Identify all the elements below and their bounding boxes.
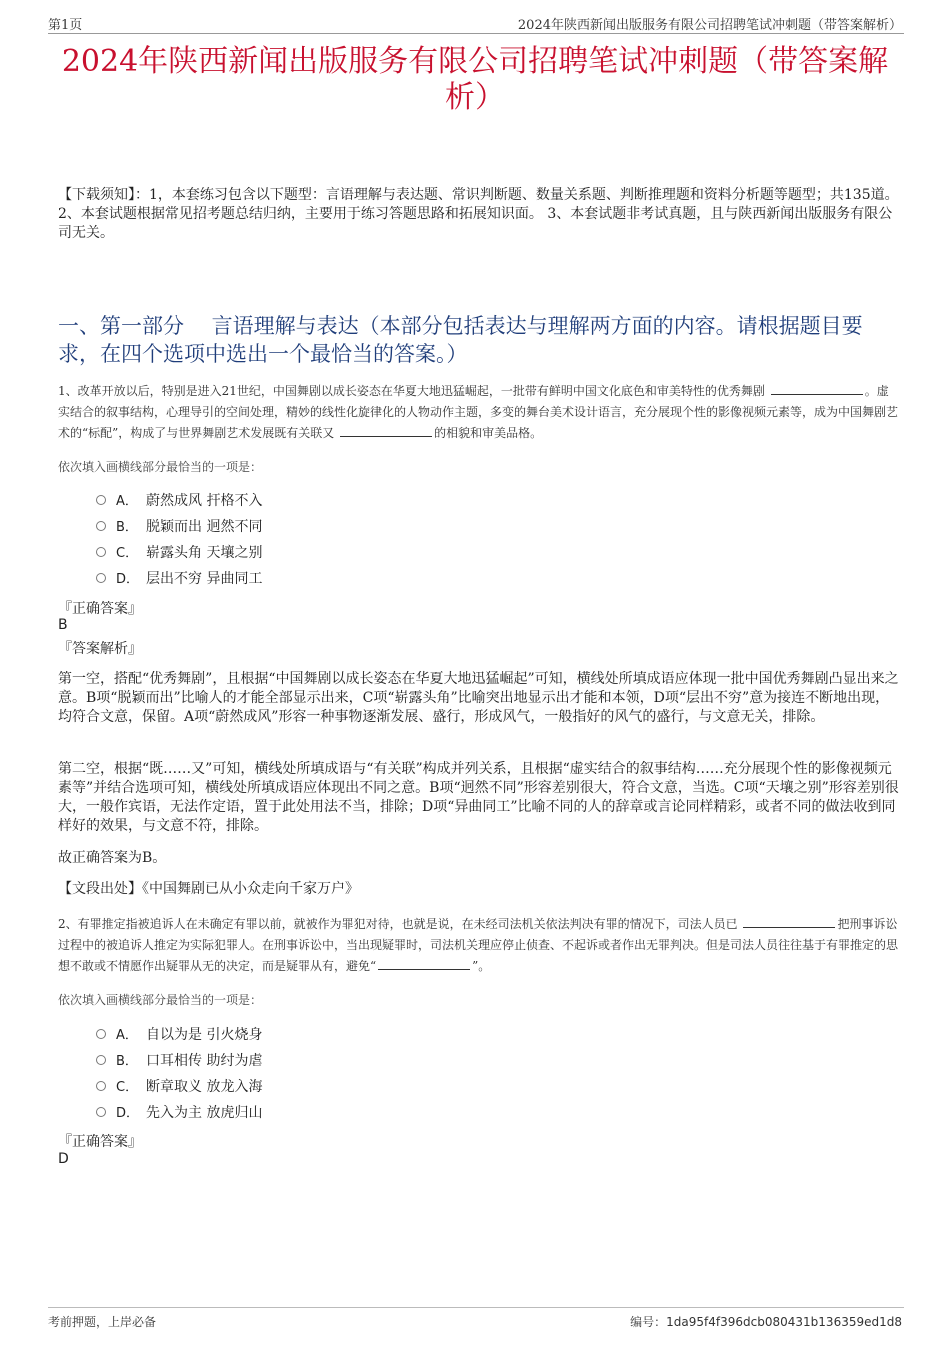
page-title: 2024年陕西新闻出版服务有限公司招聘笔试冲刺题（带答案解析）	[61, 44, 889, 115]
blank-1	[771, 382, 863, 395]
blank-2	[340, 424, 432, 437]
radio-icon[interactable]	[96, 521, 106, 531]
question-2-text-a: 2、有罪推定指被追诉人在未确定有罪以前，就被作为罪犯对待，也就是说，在未经司法机关依法判决有罪的情况下，司法人员已	[58, 917, 738, 931]
question-1-answer: B	[58, 617, 68, 633]
question-2-answer: D	[58, 1151, 69, 1167]
question-1-option-a[interactable]: A． 蔚然成风 扞格不入	[96, 491, 262, 511]
question-1-text	[58, 381, 900, 444]
question-2-option-c[interactable]: C． 断章取义 放龙入海	[96, 1077, 262, 1097]
question-2-text	[58, 914, 900, 977]
question-1-analysis-2: 第二空，根据“既……又”可知，横线处所填成语与“有关联”构成并列关系，且根据“虚实结合的叙事结构……充分展现个性的影像视频元素等”并结合选项可知，横线处所填成语应体现出不同之意。B项“迥然不同”形容差别很大，符合文意，当选。C项“天壤之别”形容差别很大，一般作宾语，无法作定语，置于此处用法不当，排除；D项“异曲同工”比喻不同的人的辞章或言论同样精彩，或者不同的做法收到同样好的效果，与文意不符，排除。	[58, 761, 899, 834]
blank-4	[378, 957, 470, 970]
question-1-conclusion: 故正确答案为B。	[58, 850, 167, 866]
footer-code-value: 1da95f4f396dcb080431b136359ed1d8	[666, 1315, 902, 1329]
question-1-option-d[interactable]: D． 层出不穷 异曲同工	[96, 569, 262, 589]
question-1-answer-label: 『正确答案』	[58, 601, 142, 617]
question-1-text-b: 。虚实结合的叙事结构，心理导引的空间处理，精妙的线性化旋律化的人物动作主题，多变的舞台美术设计语言，充分展现个性的影像视频元素等，成为中国舞剧艺术的“标配”，构成了与世界舞剧艺术发展既有关联又	[58, 384, 899, 440]
question-2-answer-label: 『正确答案』	[58, 1134, 142, 1150]
footer-code-label: 编号：	[630, 1315, 667, 1329]
question-1-option-c[interactable]: C． 崭露头角 天壤之别	[96, 543, 262, 563]
question-2-option-b[interactable]: B． 口耳相传 助纣为虐	[96, 1051, 262, 1071]
footer-slogan: 考前押题，上岸必备	[48, 1315, 157, 1329]
radio-icon[interactable]	[96, 1029, 106, 1039]
radio-icon[interactable]	[96, 1107, 106, 1117]
footer-rule	[48, 1307, 904, 1308]
download-notice: 【下载须知】：1，本套练习包含以下题型：言语理解与表达题、常识判断题、数量关系题、判断推理题和资料分析题等题型；共135道。 2、本套试题根据常见招考题总结归纳，主要用于练习答题思路和拓展知识面。 3、本套试题非考试真题，且与陕西新闻出版服务有限公司无关。	[58, 187, 899, 241]
question-1-prompt: 依次填入画横线部分最恰当的一项是：	[58, 460, 263, 474]
question-2-option-d[interactable]: D． 先入为主 放虎归山	[96, 1103, 262, 1123]
question-1-analysis-1: 第一空，搭配“优秀舞剧”，且根据“中国舞剧以成长姿态在华夏大地迅猛崛起”可知，横线处所填成语应体现一批中国优秀舞剧凸显出来之意。B项“脱颖而出”比喻人的才能全部显示出来，C项“崭露头角”比喻突出地显示出才能和本领，D项“层出不穷”意为接连不断地出现，均符合文意，保留。A项“蔚然成风”形容一种事物逐渐发展、盛行，形成风气，一般指好的风气的盛行，与文意无关，排除。	[58, 671, 899, 725]
question-1-source: 【文段出处】《中国舞剧已从小众走向千家万户》	[58, 881, 359, 897]
question-2-prompt: 依次填入画横线部分最恰当的一项是：	[58, 993, 263, 1007]
radio-icon[interactable]	[96, 1055, 106, 1065]
question-1-text-c: 的相貌和审美品格。	[434, 426, 543, 440]
radio-icon[interactable]	[96, 1081, 106, 1091]
question-2-text-c: ”。	[472, 959, 491, 973]
section-heading: 一、第一部分 言语理解与表达（本部分包括表达与理解两方面的内容。请根据题目要求，在四个选项中选出一个最恰当的答案。）	[58, 314, 863, 366]
blank-3	[743, 915, 835, 928]
radio-icon[interactable]	[96, 547, 106, 557]
page-number: 第1页	[48, 18, 83, 33]
question-1-text-a: 1、改革开放以后，特别是进入21世纪，中国舞剧以成长姿态在华夏大地迅猛崛起，一批带有鲜明中国文化底色和审美特性的优秀舞剧	[58, 384, 765, 398]
radio-icon[interactable]	[96, 573, 106, 583]
question-1-analysis-label: 『答案解析』	[58, 641, 142, 657]
question-2-text-b: 把刑事诉讼过程中的被追诉人推定为实际犯罪人。在刑事诉讼中，当出现疑罪时，司法机关理应停止侦查、不起诉或者作出无罪判决。但是司法人员往往基于有罪推定的思想不敢或不情愿作出疑罪从无的决定，而是疑罪从有，避免“	[58, 917, 899, 973]
header-rule	[48, 33, 904, 34]
header-doc-title: 2024年陕西新闻出版服务有限公司招聘笔试冲刺题（带答案解析）	[517, 18, 902, 33]
footer-code	[630, 1313, 902, 1330]
question-1-option-b[interactable]: B． 脱颖而出 迥然不同	[96, 517, 262, 537]
radio-icon[interactable]	[96, 495, 106, 505]
question-2-option-a[interactable]: A． 自以为是 引火烧身	[96, 1025, 262, 1045]
